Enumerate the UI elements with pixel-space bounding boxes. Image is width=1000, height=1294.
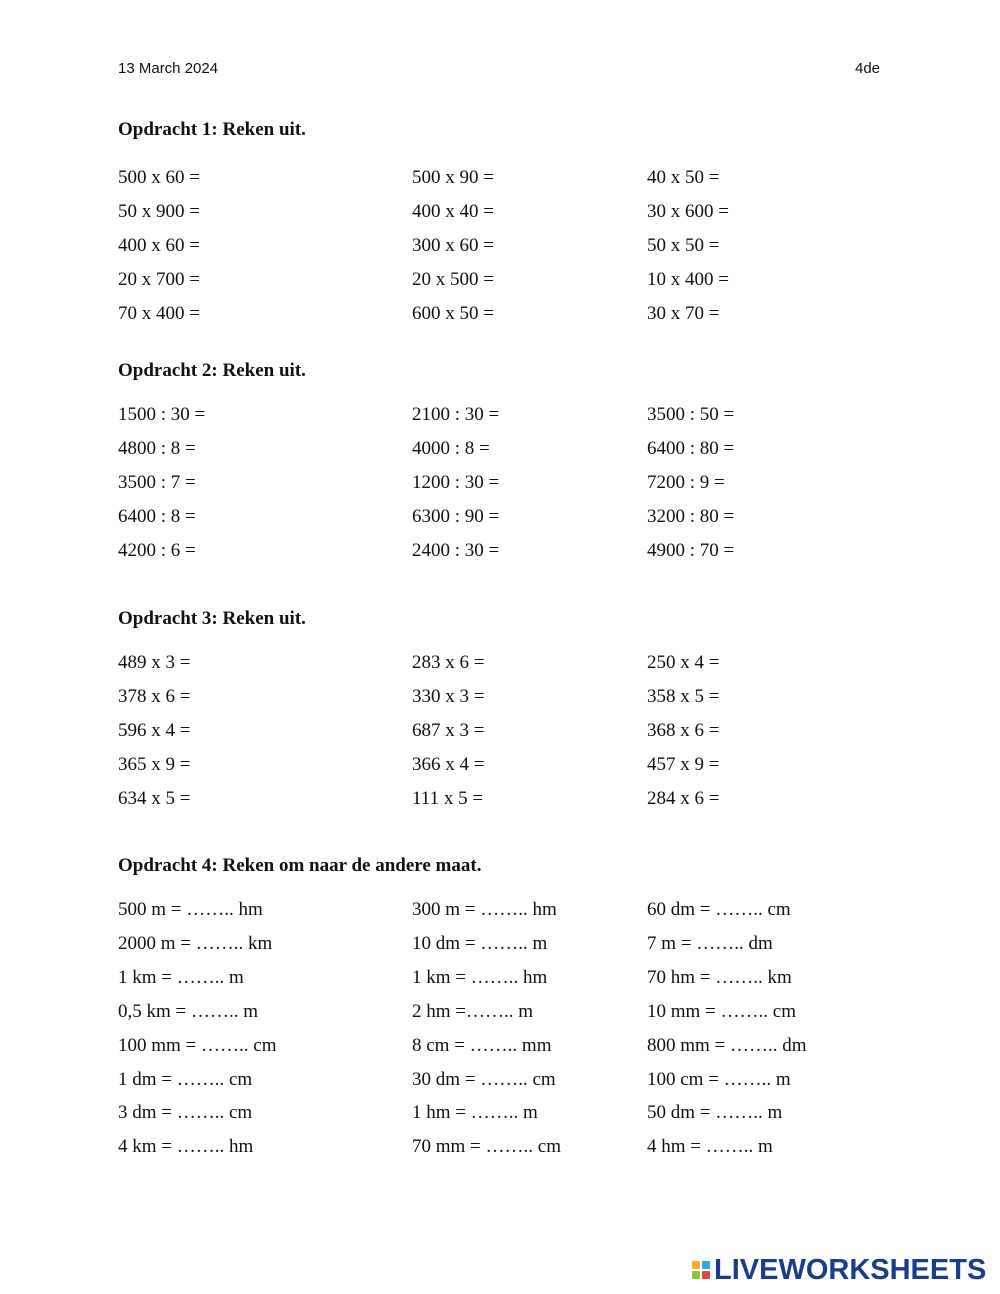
liveworksheets-logo-icon	[692, 1261, 710, 1279]
section-title-1: Opdracht 1: Reken uit.	[118, 119, 306, 140]
exercise-item: 3500 : 50 =	[647, 404, 735, 425]
exercise-item: 0,5 km = …….. m	[118, 1000, 259, 1022]
logo-square-3	[692, 1271, 700, 1279]
exercise-item: 358 x 5 =	[647, 685, 720, 707]
exercise-item: 10 dm = …….. m	[412, 932, 548, 954]
exercise-item: 1 km = …….. m	[118, 966, 244, 988]
exercise-item: 20 x 700 =	[118, 268, 200, 290]
exercise-item: 687 x 3 =	[412, 719, 485, 741]
exercise-item: 378 x 6 =	[118, 685, 191, 707]
exercise-item: 600 x 50 =	[412, 302, 494, 324]
exercise-item: 70 mm = …….. cm	[412, 1136, 561, 1158]
exercise-item: 400 x 60 =	[118, 234, 200, 256]
exercise-item: 7 m = …….. dm	[647, 932, 773, 954]
header-class: 4de	[855, 60, 881, 77]
exercise-item: 1500 : 30 =	[118, 404, 206, 425]
exercise-item: 500 m = …….. hm	[118, 899, 263, 920]
exercise-item: 10 x 400 =	[647, 268, 729, 290]
exercise-item: 6300 : 90 =	[412, 505, 500, 527]
exercise-item: 457 x 9 =	[647, 753, 720, 775]
exercise-item: 596 x 4 =	[118, 719, 191, 741]
section-title-3: Opdracht 3: Reken uit.	[118, 608, 306, 629]
exercise-item: 50 x 50 =	[647, 234, 720, 256]
exercise-item: 3200 : 80 =	[647, 505, 735, 527]
exercise-item: 30 x 70 =	[647, 302, 720, 324]
section-title-2: Opdracht 2: Reken uit.	[118, 360, 306, 381]
exercise-item: 1 hm = …….. m	[412, 1102, 538, 1124]
exercise-item: 111 x 5 =	[412, 787, 484, 809]
exercise-item: 4900 : 70 =	[647, 539, 735, 561]
exercise-item: 100 cm = …….. m	[647, 1068, 791, 1090]
exercise-item: 30 x 600 =	[647, 200, 729, 222]
exercise-item: 330 x 3 =	[412, 685, 485, 707]
exercise-item: 2 hm =…….. m	[412, 1000, 534, 1022]
exercise-item: 1 dm = …….. cm	[118, 1068, 253, 1090]
exercise-item: 30 dm = …….. cm	[412, 1068, 556, 1090]
logo-text: LIVEWORKSHEETS	[714, 1253, 987, 1286]
exercise-item: 1 km = …….. hm	[412, 966, 548, 988]
exercise-item: 60 dm = …….. cm	[647, 899, 791, 920]
exercise-item: 50 dm = …….. m	[647, 1102, 783, 1124]
exercise-item: 300 m = …….. hm	[412, 899, 557, 920]
exercise-item: 300 x 60 =	[412, 234, 494, 256]
exercise-item: 489 x 3 =	[118, 652, 191, 673]
exercise-item: 70 x 400 =	[118, 302, 200, 324]
logo-square-2	[702, 1261, 710, 1269]
liveworksheets-logo	[692, 1253, 986, 1287]
logo-square-1	[692, 1261, 700, 1269]
exercise-item: 50 x 900 =	[118, 200, 200, 222]
exercise-item: 6400 : 8 =	[118, 505, 196, 527]
exercise-item: 366 x 4 =	[412, 753, 485, 775]
exercise-item: 2100 : 30 =	[412, 404, 500, 425]
exercise-item: 100 mm = …….. cm	[118, 1034, 277, 1056]
exercise-item: 6400 : 80 =	[647, 437, 735, 459]
exercise-item: 2000 m = …….. km	[118, 932, 273, 954]
exercise-item: 4 km = …….. hm	[118, 1136, 254, 1158]
exercise-item: 500 x 60 =	[118, 167, 200, 188]
exercise-item: 2400 : 30 =	[412, 539, 500, 561]
header-date: 13 March 2024	[118, 60, 219, 77]
exercise-item: 4000 : 8 =	[412, 437, 490, 459]
exercise-item: 250 x 4 =	[647, 652, 720, 673]
exercise-item: 283 x 6 =	[412, 652, 485, 673]
exercise-item: 40 x 50 =	[647, 167, 720, 188]
exercise-item: 20 x 500 =	[412, 268, 494, 290]
exercise-item: 3 dm = …….. cm	[118, 1102, 253, 1124]
exercise-item: 7200 : 9 =	[647, 471, 725, 493]
exercise-item: 4800 : 8 =	[118, 437, 196, 459]
exercise-item: 634 x 5 =	[118, 787, 191, 809]
exercise-item: 70 hm = …….. km	[647, 966, 792, 988]
logo-square-4	[702, 1271, 710, 1279]
exercise-item: 4 hm = …….. m	[647, 1136, 773, 1158]
exercise-item: 365 x 9 =	[118, 753, 191, 775]
exercise-item: 368 x 6 =	[647, 719, 720, 741]
exercise-item: 800 mm = …….. dm	[647, 1034, 807, 1056]
exercise-item: 8 cm = …….. mm	[412, 1034, 552, 1056]
exercise-item: 3500 : 7 =	[118, 471, 196, 493]
exercise-item: 4200 : 6 =	[118, 539, 196, 561]
section-title-4: Opdracht 4: Reken om naar de andere maat.	[118, 855, 482, 876]
exercise-item: 284 x 6 =	[647, 787, 720, 809]
exercise-item: 10 mm = …….. cm	[647, 1000, 796, 1022]
exercise-item: 1200 : 30 =	[412, 471, 500, 493]
exercise-item: 400 x 40 =	[412, 200, 494, 222]
exercise-item: 500 x 90 =	[412, 167, 494, 188]
